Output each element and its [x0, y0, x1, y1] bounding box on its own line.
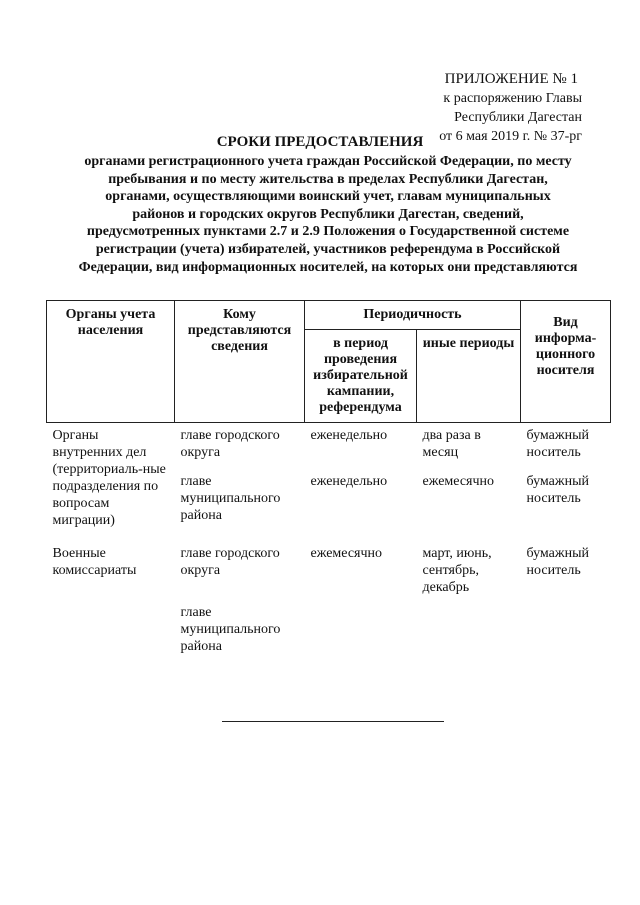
carrier-cell: бумажный носитель: [526, 546, 589, 578]
other-period-cell: [417, 600, 521, 659]
header-to-whom: Кому представляются сведения: [175, 301, 305, 423]
header-row: [47, 301, 611, 330]
recipient-cell: главе городского округа: [180, 546, 280, 578]
header-other-periods: иные периоды: [417, 330, 521, 423]
annex-number: ПРИЛОЖЕНИЕ № 1: [444, 71, 578, 87]
annex-date-line: от 6 мая 2019 г. № 37-рг: [439, 129, 582, 144]
table-row: [47, 533, 611, 600]
other-period-cell: ежемесячно: [422, 473, 495, 489]
recipient-cell: главе муниципального района: [180, 473, 281, 523]
document-subtitle: органами регистрационного учета граждан Российской Федерации, по месту пребывания и по месту жительства в пределах Республики Дагестан, органами, осуществляющими воинский учет, главам муниципальных районов и городских округов Республики Дагестан, сведений, предусмотренных пунктами 2.7 и 2.9 Положения о Государственной системе регистрации (учета) избирателей, участников референдума в Российской Федерации, вид информационных носителей, на которых они представляются: [78, 154, 578, 275]
header-campaign: в период проведения избирательной кампании, референдума: [305, 330, 417, 423]
campaign-period-cell: еженедельно: [310, 473, 388, 489]
organ-cell: Военные комиссариаты: [52, 546, 137, 578]
annex-order-line: к распоряжению Главы: [443, 91, 582, 106]
document-title: СРОКИ ПРЕДОСТАВЛЕНИЯ: [216, 134, 424, 150]
organ-cell: Органы внутренних дел (территориаль-ные подразделения по вопросам миграции): [52, 428, 166, 528]
campaign-period-cell: еженедельно: [310, 428, 388, 443]
recipient-cell: главе муниципального района: [180, 605, 281, 654]
campaign-period-cell: ежемесячно: [310, 546, 383, 561]
header-periodicity: Периодичность: [305, 301, 521, 330]
header-carrier: Вид информа-ционного носителя: [521, 301, 611, 423]
header-organs: Органы учета населения: [47, 301, 175, 423]
recipient-cell: главе городского округа: [180, 428, 280, 460]
carrier-cell: бумажный носитель: [526, 428, 589, 460]
carrier-cell: [521, 600, 611, 659]
annex-republic-line: Республики Дагестан: [454, 110, 582, 125]
table-row: [47, 423, 611, 469]
carrier-cell: бумажный носитель: [526, 473, 589, 506]
end-divider: [222, 721, 444, 722]
other-period-cell: два раза в месяц: [422, 428, 481, 460]
campaign-period-cell: [305, 600, 417, 659]
other-period-cell: март, июнь, сентябрь, декабрь: [422, 546, 492, 595]
deadlines-table: [46, 300, 611, 659]
